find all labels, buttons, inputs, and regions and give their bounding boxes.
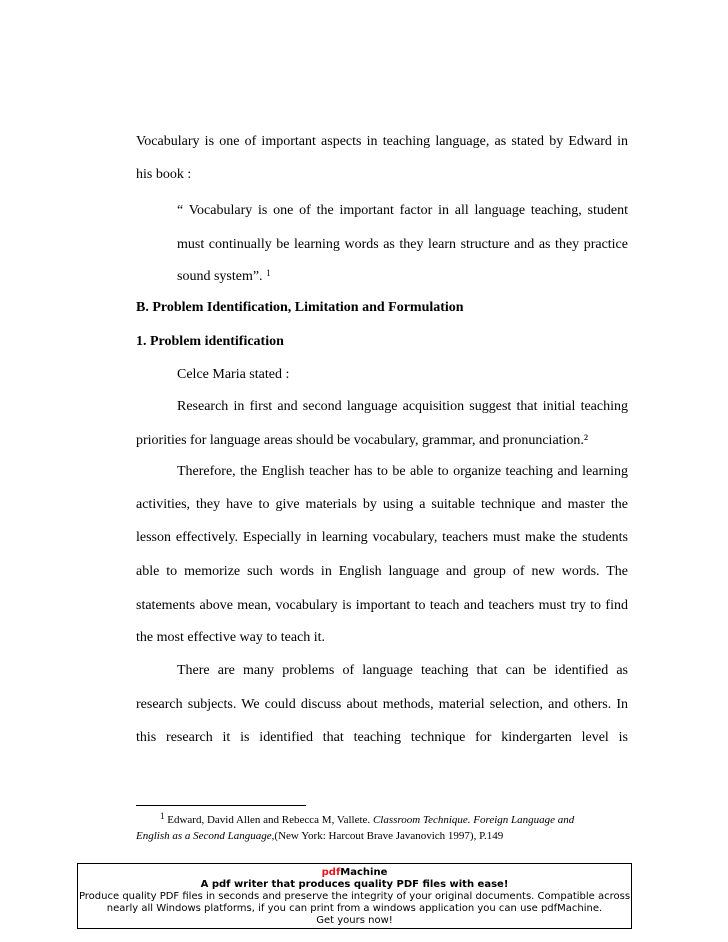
- footnote-line: [136, 829, 503, 843]
- quote-line: “ Vocabulary is one of the important factor in all language teaching, student: [177, 203, 628, 218]
- footnote-divider: [136, 805, 306, 806]
- paragraph-line: able to memorize such words in English language and group of new words. The: [136, 564, 628, 579]
- paragraph-line: lesson effectively. Especially in learning vocabulary, teachers must make the students: [136, 530, 628, 545]
- paragraph-line: the most effective way to teach it.: [136, 630, 326, 645]
- brand-machine: Machine: [340, 867, 388, 878]
- paragraph-line: There are many problems of language teaching that can be identified as: [177, 663, 628, 678]
- banner-brand: [78, 867, 631, 879]
- paragraph-line: Celce Maria stated :: [177, 367, 290, 382]
- paragraph-line: statements above mean, vocabulary is important to teach and teachers must try to find: [136, 598, 628, 613]
- paragraph-line: activities, they have to give materials by using a suitable technique and master the: [136, 497, 628, 512]
- quote-text: sound system”.: [177, 269, 263, 284]
- paragraph-line: priorities for language areas should be vocabulary, grammar, and pronunciation.²: [136, 433, 589, 448]
- quote-line: must continually be learning words as they learn structure and as they practice: [177, 237, 628, 252]
- footnote-ref: 1: [266, 268, 271, 278]
- paragraph-line: Research in first and second language acquisition suggest that initial teaching: [177, 399, 628, 414]
- paragraph-line: his book :: [136, 167, 192, 182]
- paragraph-line: Vocabulary is one of important aspects in teaching language, as stated by Edward in: [136, 134, 628, 149]
- banner-text: nearly all Windows platforms, if you can print from a windows application you can use pdfMachine.: [106, 903, 603, 914]
- footnote-number: 1: [160, 811, 165, 821]
- brand-pdf: pdf: [321, 867, 341, 878]
- banner-tagline: A pdf writer that produces quality PDF files with ease!: [200, 879, 509, 890]
- paragraph-line: this research it is identified that teaching technique for kindergarten level is: [136, 730, 628, 745]
- footnote-title: Classroom Technique. Foreign Language and: [372, 814, 575, 826]
- footnote-publisher: ,(New York: Harcout Brave Javanovich 1997), P.149: [271, 830, 504, 842]
- quote-line: [177, 268, 271, 286]
- footnote-line: [160, 813, 574, 827]
- footnote-title: English as a Second Language: [136, 830, 272, 842]
- banner-cta[interactable]: Get yours now!: [316, 915, 393, 926]
- subsection-heading: 1. Problem identification: [136, 334, 284, 349]
- pdfmachine-banner[interactable]: [77, 863, 632, 929]
- paragraph-line: research subjects. We could discuss about methods, material selection, and others. In: [136, 697, 628, 712]
- footnote-authors: Edward, David Allen and Rebecca M, Vallete.: [167, 814, 371, 826]
- section-heading: B. Problem Identification, Limitation and Formulation: [136, 300, 464, 315]
- paragraph-line: Therefore, the English teacher has to be able to organize teaching and learning: [177, 464, 628, 479]
- banner-text: Produce quality PDF files in seconds and preserve the integrity of your original documents. Compatible across: [78, 891, 631, 902]
